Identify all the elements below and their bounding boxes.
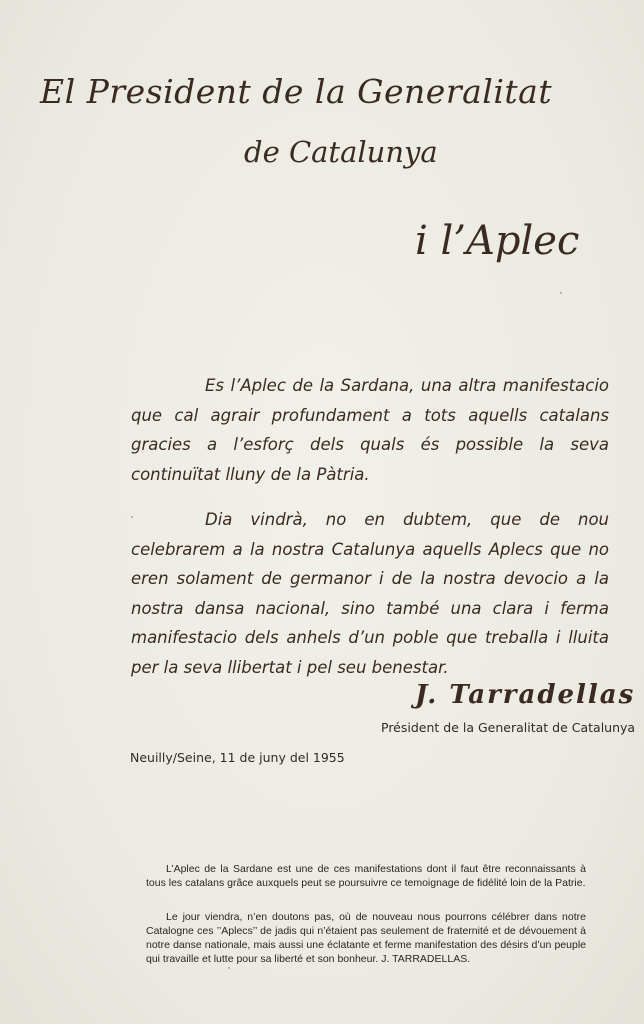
signature: J. Tarradellas (415, 680, 636, 710)
signature-title: Président de la Generalitat de Catalunya (381, 720, 636, 735)
paper-speck (228, 967, 230, 969)
catalan-paragraph-2: Dia vindrà, no en dubtem, que de nou celebrarem a la nostra Catalunya aquells Aplecs que no eren solament de germanor i de la nostra devocio a la nostra dansa nacional, sino també una clara i ferma manifestacio dels anhels d’un poble que treballa i lluita per la seva llibertat i pel seu benestar. (131, 510, 609, 677)
catalan-paragraph-1: Es l’Aplec de la Sardana, una altra manifestacio que cal agrair profundament a tots aquells catalans gracies a l’esforç dels quals és possible la seva continuïtat lluny de la Pàtria. (131, 376, 609, 484)
paper-speck (131, 516, 133, 518)
heading-line-3: i l’Aplec (415, 218, 580, 264)
heading-line-2: de Catalunya (244, 135, 438, 169)
place-date: Neuilly/Seine, 11 de juny del 1955 (130, 750, 345, 765)
heading-line-1: El President de la Generalitat (40, 72, 553, 111)
paper-speck (560, 292, 562, 294)
french-paragraph-2: Le jour viendra, n’en doutons pas, où de nouveau nous pourrons célébrer dans notre Catalogne ces ’’Aplecs’’ de jadis qui n’étaient pas seulement de fraternité et de dévouement à notre danse nationale, mais aussi une éclatante et ferme manifestation des désirs d’un peuple qui travaille et lutte pour sa liberté et son bonheur. J. TARRADELLAS. (146, 911, 586, 965)
french-paragraph-1: L’Aplec de la Sardane est une de ces manifestations dont il faut être reconnaissants à tous les catalans grâce auxquels peut se poursuivre ce temoignage de fidélité loin de la Patrie. (146, 863, 586, 889)
